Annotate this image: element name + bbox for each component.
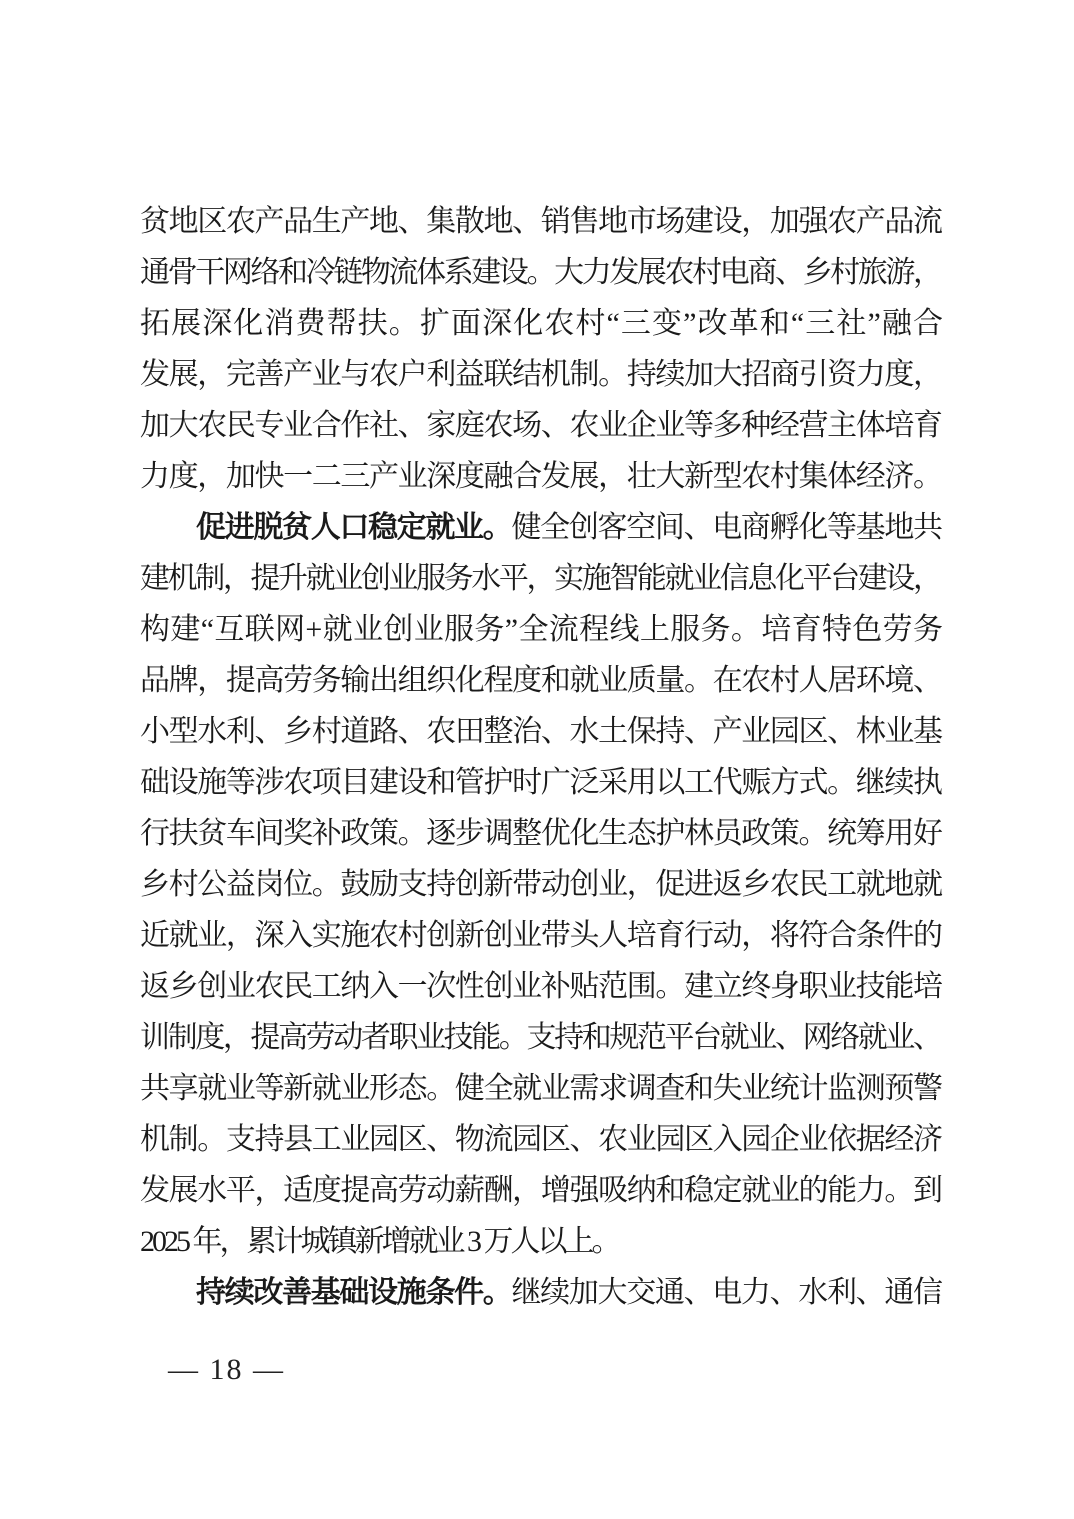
line-text: 行扶贫车间奖补政策。逐步调整优化生态护林员政策。统筹用好 xyxy=(140,817,940,850)
page-number: — 18 — xyxy=(168,1353,285,1386)
line-text: 返乡创业农民工纳入一次性创业补贴范围。建立终身职业技能培 xyxy=(140,970,940,1003)
line-text: 小型水利、乡村道路、农田整治、水土保持、产业园区、林业基 xyxy=(140,715,940,748)
line-text: 础设施等涉农项目建设和管护时广泛采用以工代赈方式。继续执 xyxy=(140,766,940,799)
line-text: 机制。支持县工业园区、物流园区、农业园区入园企业依据经济 xyxy=(140,1123,940,1156)
text-line xyxy=(140,400,940,451)
text-line xyxy=(140,910,940,961)
line-text: 2025 年，累计城镇新增就业 3 万人以上。 xyxy=(140,1225,619,1258)
line-text: 共享就业等新就业形态。健全就业需求调查和失业统计监测预警 xyxy=(140,1072,940,1105)
line-text: 健全创客空间、电商孵化等基地共 xyxy=(511,511,941,544)
text-line xyxy=(140,706,940,757)
paragraph-lead-bold: 促进脱贫人口稳定就业。 xyxy=(196,511,512,544)
line-text: 继续加大交通、电力、水利、通信 xyxy=(511,1276,941,1309)
line-text: 训制度，提高劳动者职业技能。支持和规范平台就业、网络就业、 xyxy=(140,1021,940,1054)
text-line xyxy=(140,553,940,604)
text-line xyxy=(140,1063,940,1114)
line-text: 力度，加快一二三产业深度融合发展，壮大新型农村集体经济。 xyxy=(140,460,940,493)
text-line xyxy=(140,1114,940,1165)
text-line xyxy=(140,604,940,655)
text-line xyxy=(140,1012,940,1063)
text-line xyxy=(140,655,940,706)
text-line xyxy=(140,247,940,298)
text-line xyxy=(140,298,940,349)
line-text: 贫地区农产品生产地、集散地、销售地市场建设，加强农产品流 xyxy=(140,205,940,238)
text-line xyxy=(140,808,940,859)
text-line xyxy=(140,1165,940,1216)
text-line xyxy=(140,349,940,400)
line-text: 近就业，深入实施农村创新创业带头人培育行动，将符合条件的 xyxy=(140,919,940,952)
line-text: 乡村公益岗位。鼓励支持创新带动创业，促进返乡农民工就地就 xyxy=(140,868,940,901)
text-line xyxy=(140,961,940,1012)
line-text: 发展，完善产业与农户利益联结机制。持续加大招商引资力度， xyxy=(140,358,940,391)
text-line xyxy=(140,196,940,247)
text-line xyxy=(140,859,940,910)
text-body xyxy=(140,196,940,1318)
text-line xyxy=(140,757,940,808)
line-text: 建机制，提升就业创业服务水平，实施智能就业信息化平台建设， xyxy=(140,562,940,595)
paragraph-start-line xyxy=(140,502,940,553)
line-text: 发展水平，适度提高劳动薪酬，增强吸纳和稳定就业的能力。到 xyxy=(140,1174,940,1207)
paragraph-start-line xyxy=(140,1267,940,1318)
paragraph-end-line xyxy=(140,1216,940,1267)
line-text: 通骨干网络和冷链物流体系建设。大力发展农村电商、乡村旅游， xyxy=(140,256,940,289)
line-text: 品牌，提高劳务输出组织化程度和就业质量。在农村人居环境、 xyxy=(140,664,940,697)
text-line xyxy=(140,451,940,502)
line-text: 加大农民专业合作社、家庭农场、农业企业等多种经营主体培育 xyxy=(140,409,940,442)
line-text: 构建“互联网+就业创业服务”全流程线上服务。培育特色劳务 xyxy=(140,613,940,646)
line-text: 拓展深化消费帮扶。扩面深化农村“三变”改革和“三社”融合 xyxy=(140,307,940,340)
paragraph-lead-bold: 持续改善基础设施条件。 xyxy=(196,1276,512,1309)
